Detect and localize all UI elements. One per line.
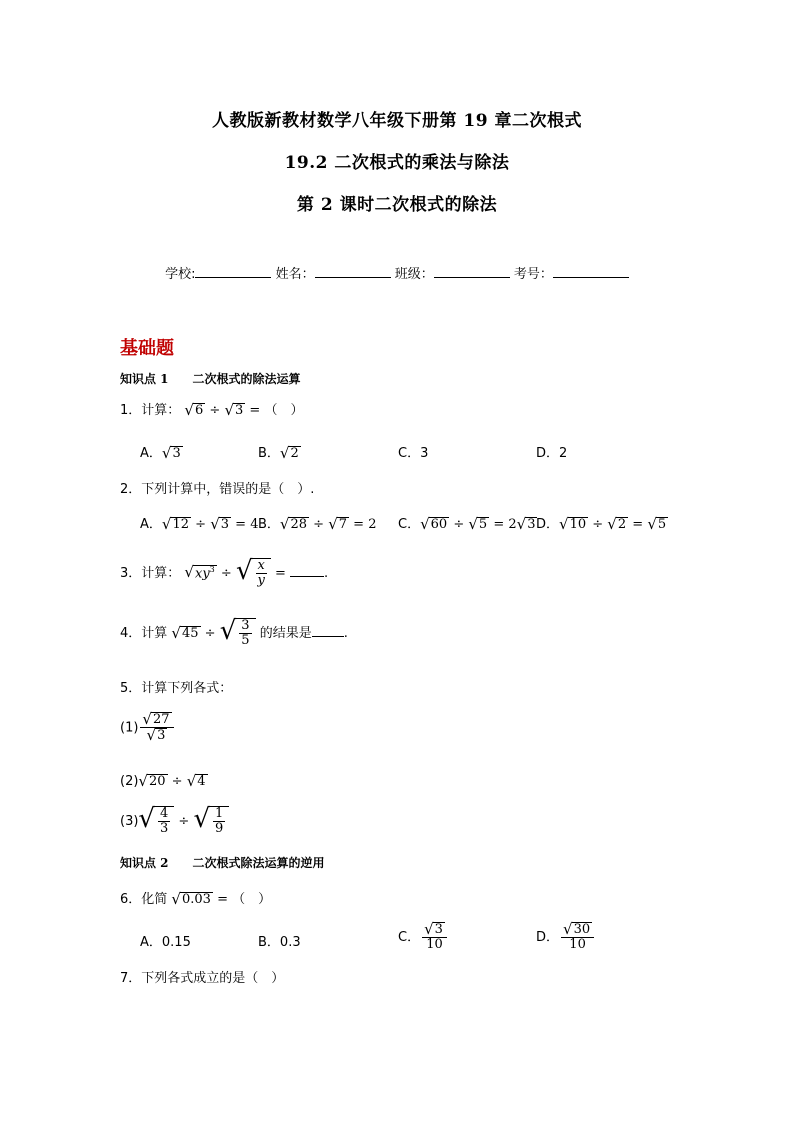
question-6 xyxy=(120,888,271,907)
q6-tail: （ ） xyxy=(232,892,272,907)
student-info-row xyxy=(0,263,794,282)
q4-expression: √ 45 ÷ √ $\frac{3}{5}$ xyxy=(171,626,259,641)
title-section: 19.2 二次根式的乘法与除法 xyxy=(284,153,510,173)
title-book: 人教版新教材数学八年级下册第 19 章二次根式 xyxy=(212,111,582,131)
q1-option-b[interactable]: B． √ 2 xyxy=(258,443,299,462)
class-label: 班级： xyxy=(394,267,434,282)
kp1-text: 二次根式的除法运算 xyxy=(192,372,301,386)
name-label: 姓名： xyxy=(275,267,315,282)
name-field[interactable] xyxy=(315,266,391,278)
q5-part-3: (3) √ $\frac{4}{3}$ ÷ √ $\frac{1}{9}$ xyxy=(120,806,229,837)
knowledge-point-2 xyxy=(120,854,325,871)
school-field[interactable] xyxy=(195,266,271,278)
q1-stem: 1．计算： xyxy=(120,403,181,418)
q6-option-d[interactable]: D． √ 30 10 xyxy=(536,922,596,953)
q3-expression: √ $xy^3$ ÷ √ $\frac{x}{y}$ = xyxy=(184,556,291,589)
q1-option-d[interactable]: D．2 xyxy=(536,446,568,461)
number-label: 考号： xyxy=(513,267,553,282)
q5-part-2: (2) √ 20 ÷ √ 4 xyxy=(120,772,206,790)
question-4 xyxy=(120,618,348,649)
q1-option-a[interactable]: A． √ 3 xyxy=(140,443,181,462)
section-heading: 基础题 xyxy=(120,338,174,359)
q3-answer-blank[interactable] xyxy=(290,566,324,577)
q4-stem: 4．计算 xyxy=(120,625,168,641)
question-3 xyxy=(120,558,328,589)
q6-option-c[interactable]: C． √ 3 10 xyxy=(398,922,449,953)
q2-option-c[interactable]: C． √ 60 ÷ √ 5 = 2 √ 3 xyxy=(398,514,536,533)
knowledge-point-1 xyxy=(120,370,301,387)
school-label: 学校: xyxy=(165,267,196,282)
q6-stem: 6．化简 xyxy=(120,892,168,907)
q2-option-a[interactable]: A． √ 12 ÷ √ 3 = 4 xyxy=(140,514,259,533)
q5-part-1: (1) √ 27 √ 3 xyxy=(120,712,176,744)
q6-expression: √ 0.03 = xyxy=(171,889,228,908)
question-7: 7．下列各式成立的是（ ） xyxy=(120,971,285,986)
q4-answer-blank[interactable] xyxy=(312,626,344,637)
q1-tail: （ ） xyxy=(264,403,304,418)
question-5: 5．计算下列各式： xyxy=(120,681,233,696)
q4-tail: . xyxy=(343,625,348,641)
q2-option-d[interactable]: D． √ 10 ÷ √ 2 = √ 5 xyxy=(536,514,667,533)
question-2: 2．下列计算中，错误的是（ ）. xyxy=(120,482,315,497)
q1-expression: √ 6 ÷ √ 3 = xyxy=(184,400,265,419)
q3-tail: . xyxy=(324,565,329,581)
q6-option-b[interactable]: B．0.3 xyxy=(258,935,301,950)
question-1 xyxy=(120,399,303,418)
kp2-text: 二次根式除法运算的逆用 xyxy=(192,856,325,870)
q3-stem: 3．计算： xyxy=(120,565,181,581)
q1-option-c[interactable]: C．3 xyxy=(398,446,429,461)
class-field[interactable] xyxy=(434,266,510,278)
number-field[interactable] xyxy=(553,266,629,278)
q6-option-a[interactable]: A．0.15 xyxy=(140,935,191,950)
kp1-label: 知识点 1 xyxy=(120,372,169,386)
q4-mid: 的结果是 xyxy=(259,625,312,641)
q2-option-b[interactable]: B． √ 28 ÷ √ 7 = 2 xyxy=(258,514,377,533)
title-lesson: 第 2 课时二次根式的除法 xyxy=(296,195,498,215)
kp2-label: 知识点 2 xyxy=(120,856,169,870)
